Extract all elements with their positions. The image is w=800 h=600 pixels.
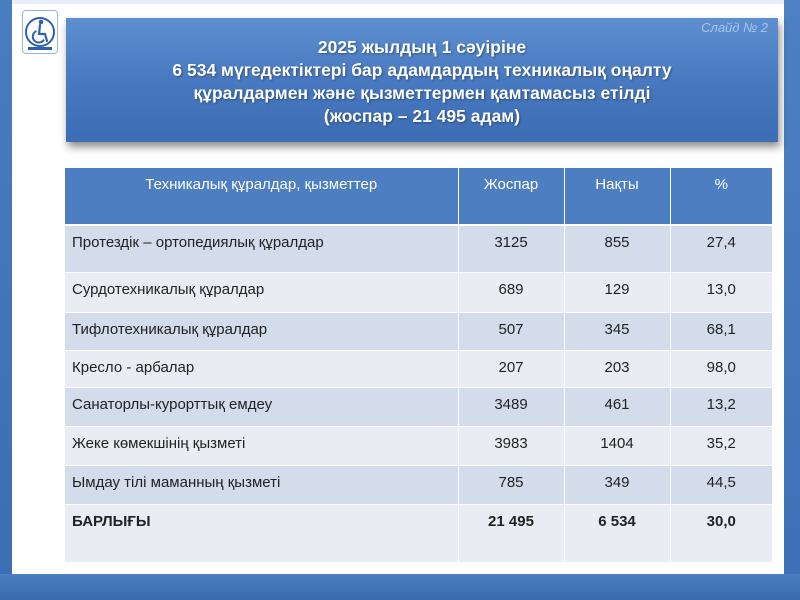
row-plan-value: 785 <box>498 473 524 491</box>
row-actual-value: 129 <box>604 280 630 298</box>
slide-title <box>66 36 778 128</box>
total-label <box>65 504 458 562</box>
row-actual <box>564 350 670 387</box>
total-percent <box>670 504 772 562</box>
row-actual <box>564 426 670 465</box>
header-services: Техникалық құралдар, қызметтер <box>65 168 458 225</box>
provision-table-container <box>65 168 772 563</box>
row-label-text: Тифлотехникалық құралдар <box>72 320 268 338</box>
total-plan-value: 21 495 <box>488 512 534 530</box>
row-percent-value: 68,1 <box>706 320 736 338</box>
row-actual-value: 345 <box>604 320 630 338</box>
row-label-text: Кресло - арбалар <box>72 358 195 376</box>
table-row <box>65 426 772 465</box>
wheelchair-icon <box>23 11 57 53</box>
row-label-text: Ымдау тілі маманның қызметі <box>72 473 281 491</box>
row-percent <box>670 312 772 350</box>
title-line-4: (жоспар – 21 495 адам) <box>323 106 521 126</box>
slide-frame-right <box>784 0 800 600</box>
row-plan-value: 207 <box>498 358 524 376</box>
row-plan-value: 3125 <box>494 234 528 251</box>
total-percent-value: 30,0 <box>706 512 736 530</box>
table-row <box>65 225 772 272</box>
row-actual <box>564 312 670 350</box>
row-percent-value: 44,5 <box>706 473 736 491</box>
total-label-text: БАРЛЫҒЫ <box>72 512 151 530</box>
title-line-2: 6 534 мүгедектіктері бар адамдардың техникалық оңалту <box>172 60 672 80</box>
total-actual-value: 6 534 <box>598 512 636 530</box>
row-percent-value: 98,0 <box>706 358 736 376</box>
row-plan-value: 689 <box>498 280 524 298</box>
total-plan <box>458 504 564 562</box>
table-row <box>65 350 772 387</box>
row-actual <box>564 225 670 272</box>
row-percent-value: 13,0 <box>706 280 736 298</box>
row-plan-value: 3983 <box>494 434 528 452</box>
row-percent <box>670 225 772 272</box>
row-actual <box>564 465 670 504</box>
row-plan-value: 3489 <box>494 395 528 413</box>
provision-table <box>65 168 772 563</box>
accessibility-logo <box>22 10 58 54</box>
row-percent <box>670 387 772 426</box>
row-label <box>65 312 458 350</box>
row-label <box>65 426 458 465</box>
table-row <box>65 465 772 504</box>
slide-number: Слайд № 2 <box>701 20 768 35</box>
row-percent-value: 35,2 <box>706 434 736 452</box>
slide-frame-top <box>12 0 784 4</box>
row-actual-value: 855 <box>604 234 630 251</box>
row-actual-value: 349 <box>604 473 630 491</box>
title-line-1: 2025 жылдың 1 сәуіріне <box>317 37 527 57</box>
row-label <box>65 387 458 426</box>
slide-frame-left <box>0 0 12 600</box>
header-plan: Жоспар <box>458 168 564 225</box>
header-actual: Нақты <box>564 168 670 225</box>
row-percent <box>670 350 772 387</box>
row-label-text: Протездік – ортопедиялық құралдар <box>72 234 324 251</box>
row-percent <box>670 426 772 465</box>
row-plan <box>458 225 564 272</box>
row-label-text: Санаторлы-курорттық емдеу <box>72 395 273 413</box>
row-plan <box>458 465 564 504</box>
row-label <box>65 225 458 272</box>
row-actual-value: 203 <box>604 358 630 376</box>
title-line-3: құралдармен және қызметтермен қамтамасыз етілді <box>193 83 651 103</box>
row-percent <box>670 465 772 504</box>
row-percent-value: 13,2 <box>706 395 736 413</box>
row-label-text: Сурдотехникалық құралдар <box>72 280 265 298</box>
table-row <box>65 312 772 350</box>
row-actual <box>564 387 670 426</box>
row-plan <box>458 426 564 465</box>
row-label-text: Жеке көмекшінің қызметі <box>72 434 246 452</box>
row-percent-value: 27,4 <box>706 234 736 251</box>
row-plan <box>458 312 564 350</box>
table-header-row <box>65 168 772 225</box>
row-plan <box>458 272 564 312</box>
header-percent: % <box>670 168 772 225</box>
row-actual-value: 1404 <box>600 434 634 452</box>
row-label <box>65 465 458 504</box>
table-total-row <box>65 504 772 562</box>
table-row <box>65 272 772 312</box>
row-label <box>65 350 458 387</box>
slide-frame-bottom <box>0 574 800 600</box>
row-actual <box>564 272 670 312</box>
row-plan <box>458 350 564 387</box>
row-label <box>65 272 458 312</box>
row-plan-value: 507 <box>498 320 524 338</box>
total-actual <box>564 504 670 562</box>
table-row <box>65 387 772 426</box>
title-banner <box>66 18 778 142</box>
row-percent <box>670 272 772 312</box>
row-actual-value: 461 <box>604 395 630 413</box>
row-plan <box>458 387 564 426</box>
